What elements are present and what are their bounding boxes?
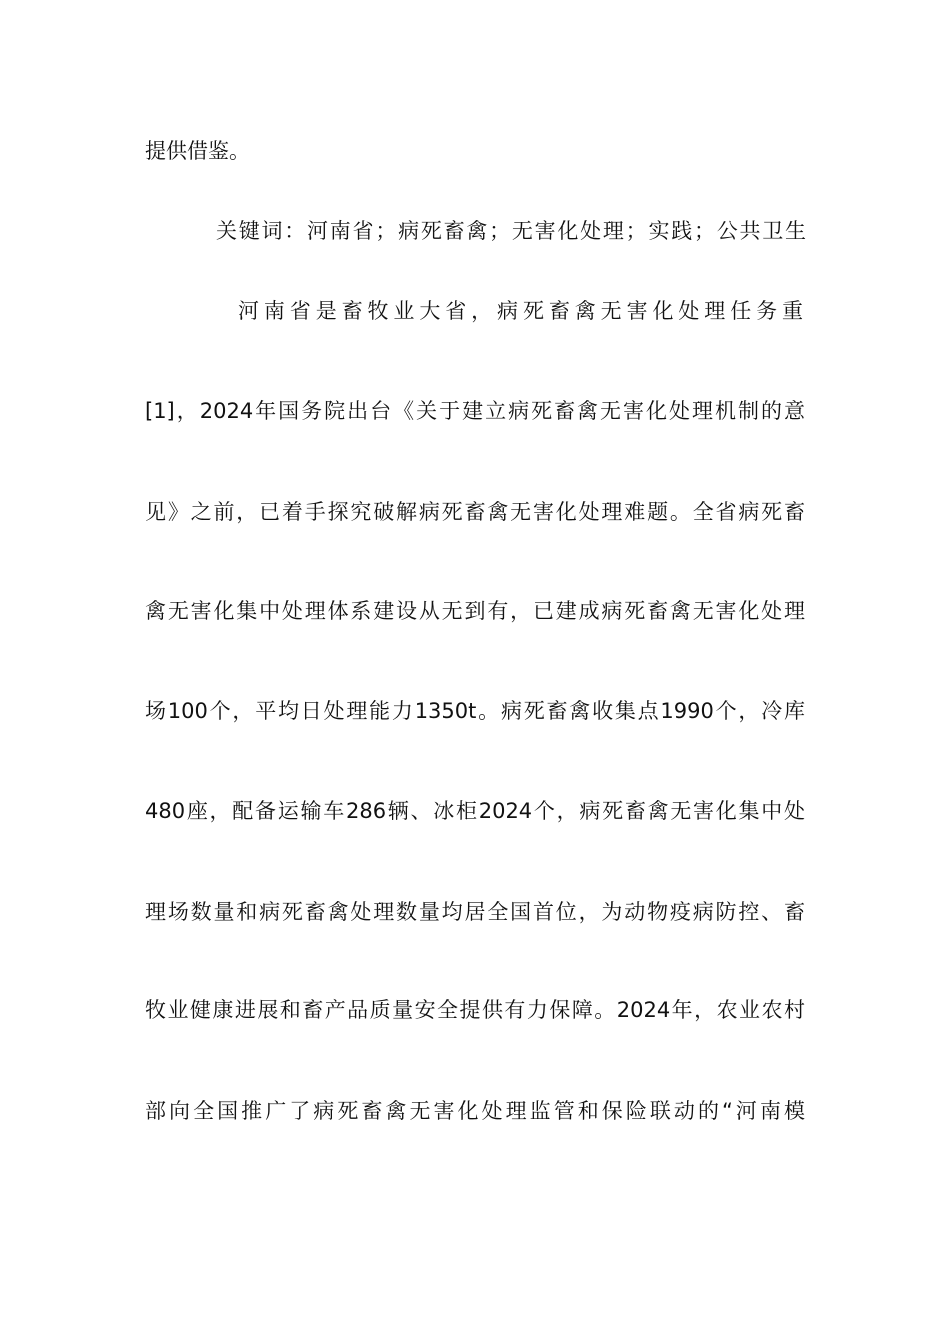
text-line-11: 部向全国推广了病死畜禽无害化处理监管和保险联动的“河南模 <box>145 1099 805 1123</box>
text-line-6: 禽无害化集中处理体系建设从无到有，已建成病死畜禽无害化处理 <box>145 599 805 623</box>
text-line-7: 场100个，平均日处理能力1350t。病死畜禽收集点1990个，冷库 <box>145 699 805 723</box>
text-line-5: 见》之前，已着手探究破解病死畜禽无害化处理难题。全省病死畜 <box>145 500 805 524</box>
text-line-8: 480座，配备运输车286辆、冰柜2024个，病死畜禽无害化集中处 <box>145 799 805 823</box>
paragraph-first-line: 河南省是畜牧业大省，病死畜禽无害化处理任务重 <box>238 299 805 323</box>
text-line-4: [1]，2024年国务院出台《关于建立病死畜禽无害化处理机制的意 <box>145 399 805 423</box>
keywords-line: 关键词：河南省；病死畜禽；无害化处理；实践；公共卫生 <box>216 219 806 243</box>
text-line-1: 提供借鉴。 <box>145 139 250 163</box>
text-line-9: 理场数量和病死畜禽处理数量均居全国首位，为动物疫病防控、畜 <box>145 900 805 924</box>
text-line-10: 牧业健康进展和畜产品质量安全提供有力保障。2024年，农业农村 <box>145 998 805 1022</box>
